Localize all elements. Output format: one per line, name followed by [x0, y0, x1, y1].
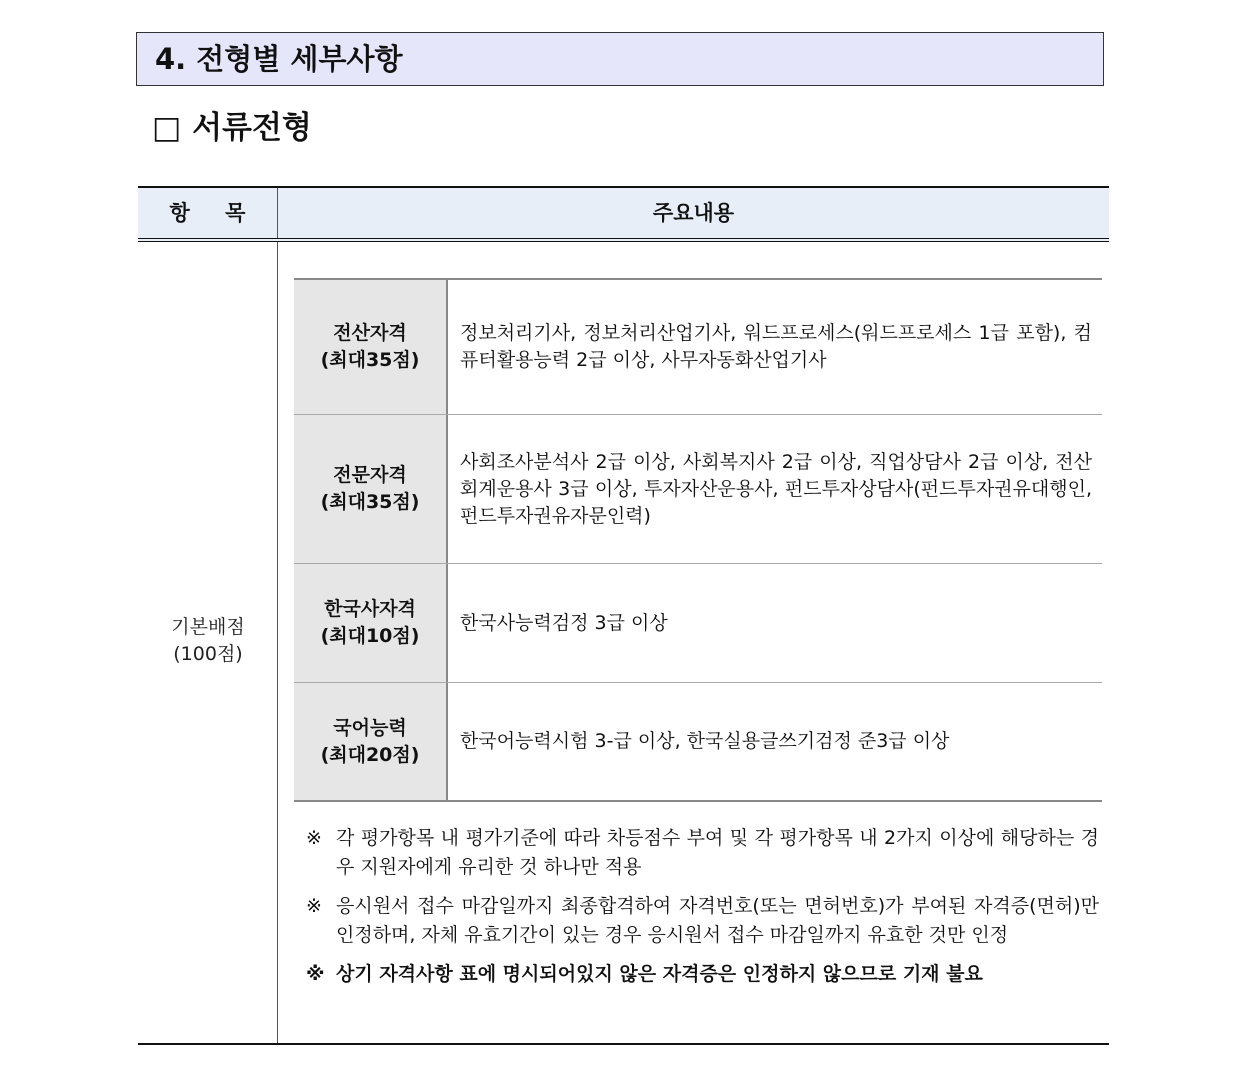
qualification-description: [460, 564, 1092, 682]
qualification-row: [294, 682, 1102, 800]
category-label: [138, 614, 278, 668]
qualification-name: 전문자격: [333, 464, 407, 486]
note-text: 응시원서 접수 마감일까지 최종합격하여 자격번호(또는 면허번호)가 부여된 자격증(면허)만 인정하며, 자체 유효기간이 있는 경우 응시원서 접수 마감일까지 유효한 것만 인정: [336, 895, 1099, 946]
note-item: [306, 892, 1099, 950]
qualification-name: 국어능력: [333, 716, 407, 739]
header-item: 항 목: [138, 188, 278, 238]
table-header-row: [138, 188, 1109, 242]
reference-mark-icon: ※: [306, 827, 322, 849]
header-content: 주요내용: [652, 201, 735, 225]
qualification-description-text: 정보처리기사, 정보처리산업기사, 워드프로세스(워드프로세스 1급 포함), 컴퓨터활용능력 2급 이상, 사무자동화산업기사: [460, 322, 1092, 371]
qualification-name-cell: [294, 683, 448, 800]
qualification-description-text: 한국사능력검정 3급 이상: [460, 611, 668, 634]
qualification-description: [460, 415, 1092, 563]
category-score: (100점): [173, 643, 243, 665]
qualification-name-cell: [294, 564, 448, 682]
qualification-max-score: (최대20점): [320, 743, 420, 766]
qualification-max-score: (최대35점): [320, 491, 420, 513]
screening-table: [138, 186, 1109, 1045]
qualification-name-cell: [294, 280, 448, 414]
note-text: 상기 자격사항 표에 명시되어있지 않은 자격증은 인정하지 않으므로 기재 불요: [336, 963, 983, 985]
qualification-description: [460, 683, 1092, 800]
reference-mark-icon: ※: [306, 895, 322, 917]
qualification-max-score: (최대10점): [320, 625, 420, 647]
note-item-emphasis: [306, 960, 1099, 989]
category-name: 기본배점: [171, 616, 245, 638]
qualification-description: [460, 280, 1092, 414]
category-cell: [138, 242, 278, 1043]
qualification-description-text: 한국어능력시험 3-급 이상, 한국실용글쓰기검정 준3급 이상: [460, 730, 950, 752]
note-item: [306, 824, 1099, 882]
qualification-table: [294, 278, 1102, 802]
qualification-name-cell: [294, 415, 448, 563]
qualification-name: 전산자격: [333, 322, 407, 344]
reference-mark-icon: ※: [306, 963, 325, 985]
qualification-row: [294, 414, 1102, 563]
note-text: 각 평가항목 내 평가기준에 따라 차등점수 부여 및 각 평가항목 내 2가지 이상에 해당하는 경우 지원자에게 유리한 것 하나만 적용: [336, 827, 1099, 878]
notes: [306, 824, 1099, 999]
qualification-max-score: (최대35점): [320, 349, 420, 371]
section-title: 4. 전형별 세부사항: [136, 32, 1104, 86]
qualification-name: 한국사자격: [324, 598, 416, 620]
qualification-description-text: 사회조사분석사 2급 이상, 사회복지사 2급 이상, 직업상담사 2급 이상, 전산회계운용사 3급 이상, 투자자산운용사, 펀드투자상담사(펀드투자권유대행인, 펀드투자권유자문인력): [460, 450, 1092, 527]
qualification-row: [294, 563, 1102, 682]
subsection-title: □ 서류전형: [152, 110, 312, 146]
qualification-row: [294, 280, 1102, 414]
